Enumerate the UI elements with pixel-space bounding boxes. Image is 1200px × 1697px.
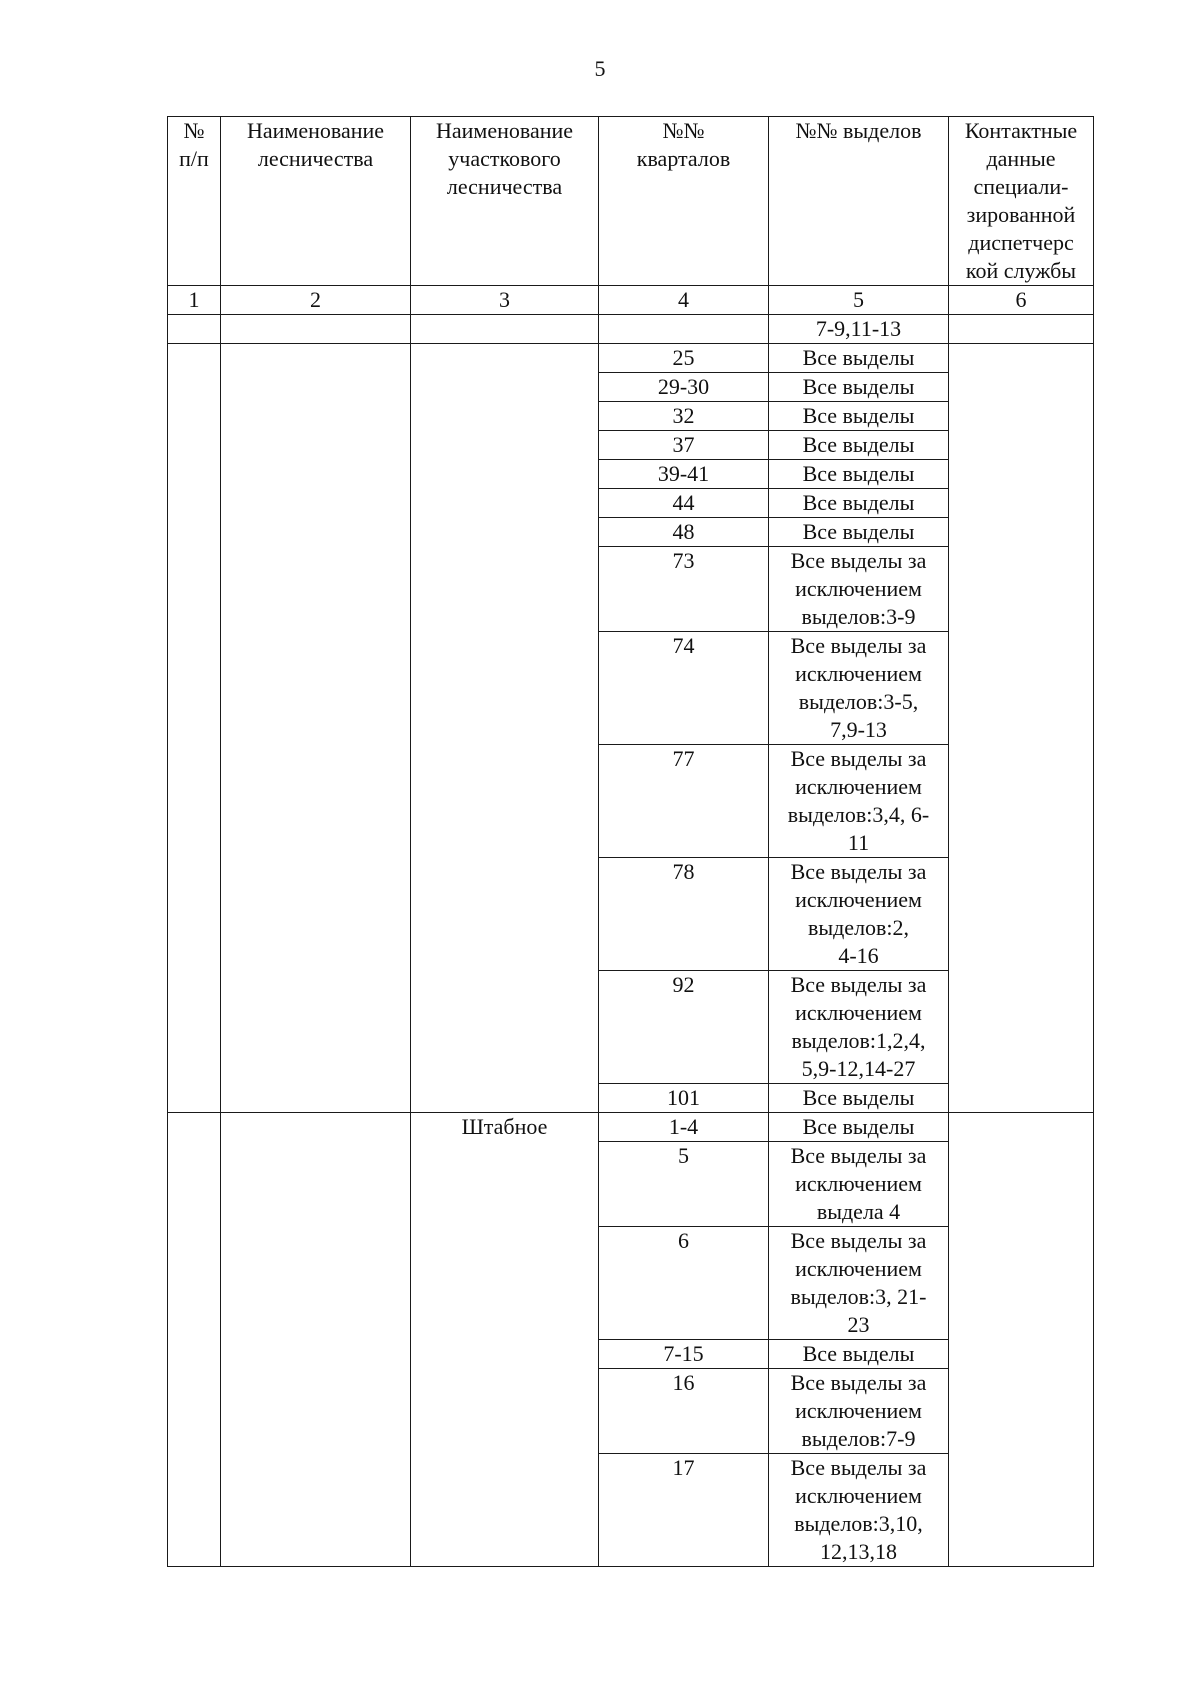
header-number: № п/п (168, 117, 221, 286)
page-number: 5 (594, 56, 606, 81)
vydely-cell: Все выделы за исключением выделов:3-9 (769, 547, 949, 632)
vydely-cell: Все выделы (769, 1084, 949, 1113)
table-cell (599, 315, 769, 344)
table-cell (949, 315, 1094, 344)
vydely-cell: 7-9,11-13 (769, 315, 949, 344)
kvartal-cell: 74 (599, 632, 769, 745)
kvartal-cell: 77 (599, 745, 769, 858)
column-number: 1 (168, 286, 221, 315)
kvartal-cell: 7-15 (599, 1340, 769, 1369)
kvartal-cell: 73 (599, 547, 769, 632)
uchastkovoe-cell (411, 344, 599, 1113)
column-number: 2 (221, 286, 411, 315)
vydely-cell: Все выделы за исключением выделов:2, 4-16 (769, 858, 949, 971)
vydely-cell: Все выделы (769, 373, 949, 402)
vydely-cell: Все выделы (769, 431, 949, 460)
vydely-cell: Все выделы за исключением выдела 4 (769, 1142, 949, 1227)
header-contacts: Контактные данные специали- зированной диспетчерс кой службы (949, 117, 1094, 286)
uchastkovoe-cell: Штабное (411, 1113, 599, 1567)
column-number-row (168, 286, 1094, 315)
column-number: 3 (411, 286, 599, 315)
contacts-cell (949, 1113, 1094, 1567)
column-number: 6 (949, 286, 1094, 315)
table-header-row (168, 117, 1094, 286)
kvartal-cell: 39-41 (599, 460, 769, 489)
number-cell (168, 344, 221, 1113)
kvartal-cell: 17 (599, 1454, 769, 1567)
vydely-cell: Все выделы за исключением выделов:3,4, 6- 11 (769, 745, 949, 858)
vydely-cell: Все выделы за исключением выделов:3, 21- 23 (769, 1227, 949, 1340)
kvartal-cell: 37 (599, 431, 769, 460)
kvartal-cell: 5 (599, 1142, 769, 1227)
forestry-table (167, 116, 1094, 1567)
contacts-cell (949, 344, 1094, 1113)
kvartal-cell: 1-4 (599, 1113, 769, 1142)
header-lesnichestvo: Наименование лесничества (221, 117, 411, 286)
header-vydely: №№ выделов (769, 117, 949, 286)
table-cell (221, 315, 411, 344)
vydely-cell: Все выделы (769, 460, 949, 489)
kvartal-cell: 44 (599, 489, 769, 518)
continuation-row (168, 315, 1094, 344)
kvartal-cell: 29-30 (599, 373, 769, 402)
table-row (168, 344, 1094, 373)
vydely-cell: Все выделы (769, 518, 949, 547)
table-cell (168, 315, 221, 344)
lesnichestvo-cell (221, 344, 411, 1113)
vydely-cell: Все выделы (769, 344, 949, 373)
vydely-cell: Все выделы за исключением выделов:3-5, 7,9-13 (769, 632, 949, 745)
vydely-cell: Все выделы (769, 1340, 949, 1369)
column-number: 4 (599, 286, 769, 315)
lesnichestvo-cell (221, 1113, 411, 1567)
vydely-cell: Все выделы (769, 1113, 949, 1142)
vydely-cell: Все выделы (769, 402, 949, 431)
kvartal-cell: 101 (599, 1084, 769, 1113)
vydely-cell: Все выделы за исключением выделов:1,2,4, 5,9-12,14-27 (769, 971, 949, 1084)
vydely-cell: Все выделы (769, 489, 949, 518)
kvartal-cell: 25 (599, 344, 769, 373)
column-number: 5 (769, 286, 949, 315)
vydely-cell: Все выделы за исключением выделов:3,10, 12,13,18 (769, 1454, 949, 1567)
table-cell (411, 315, 599, 344)
vydely-cell: Все выделы за исключением выделов:7-9 (769, 1369, 949, 1454)
kvartal-cell: 16 (599, 1369, 769, 1454)
kvartal-cell: 32 (599, 402, 769, 431)
number-cell (168, 1113, 221, 1567)
kvartal-cell: 48 (599, 518, 769, 547)
header-uchastkovoe: Наименование участкового лесничества (411, 117, 599, 286)
kvartal-cell: 6 (599, 1227, 769, 1340)
kvartal-cell: 78 (599, 858, 769, 971)
header-kvartaly: №№ кварталов (599, 117, 769, 286)
table-row (168, 1113, 1094, 1142)
kvartal-cell: 92 (599, 971, 769, 1084)
